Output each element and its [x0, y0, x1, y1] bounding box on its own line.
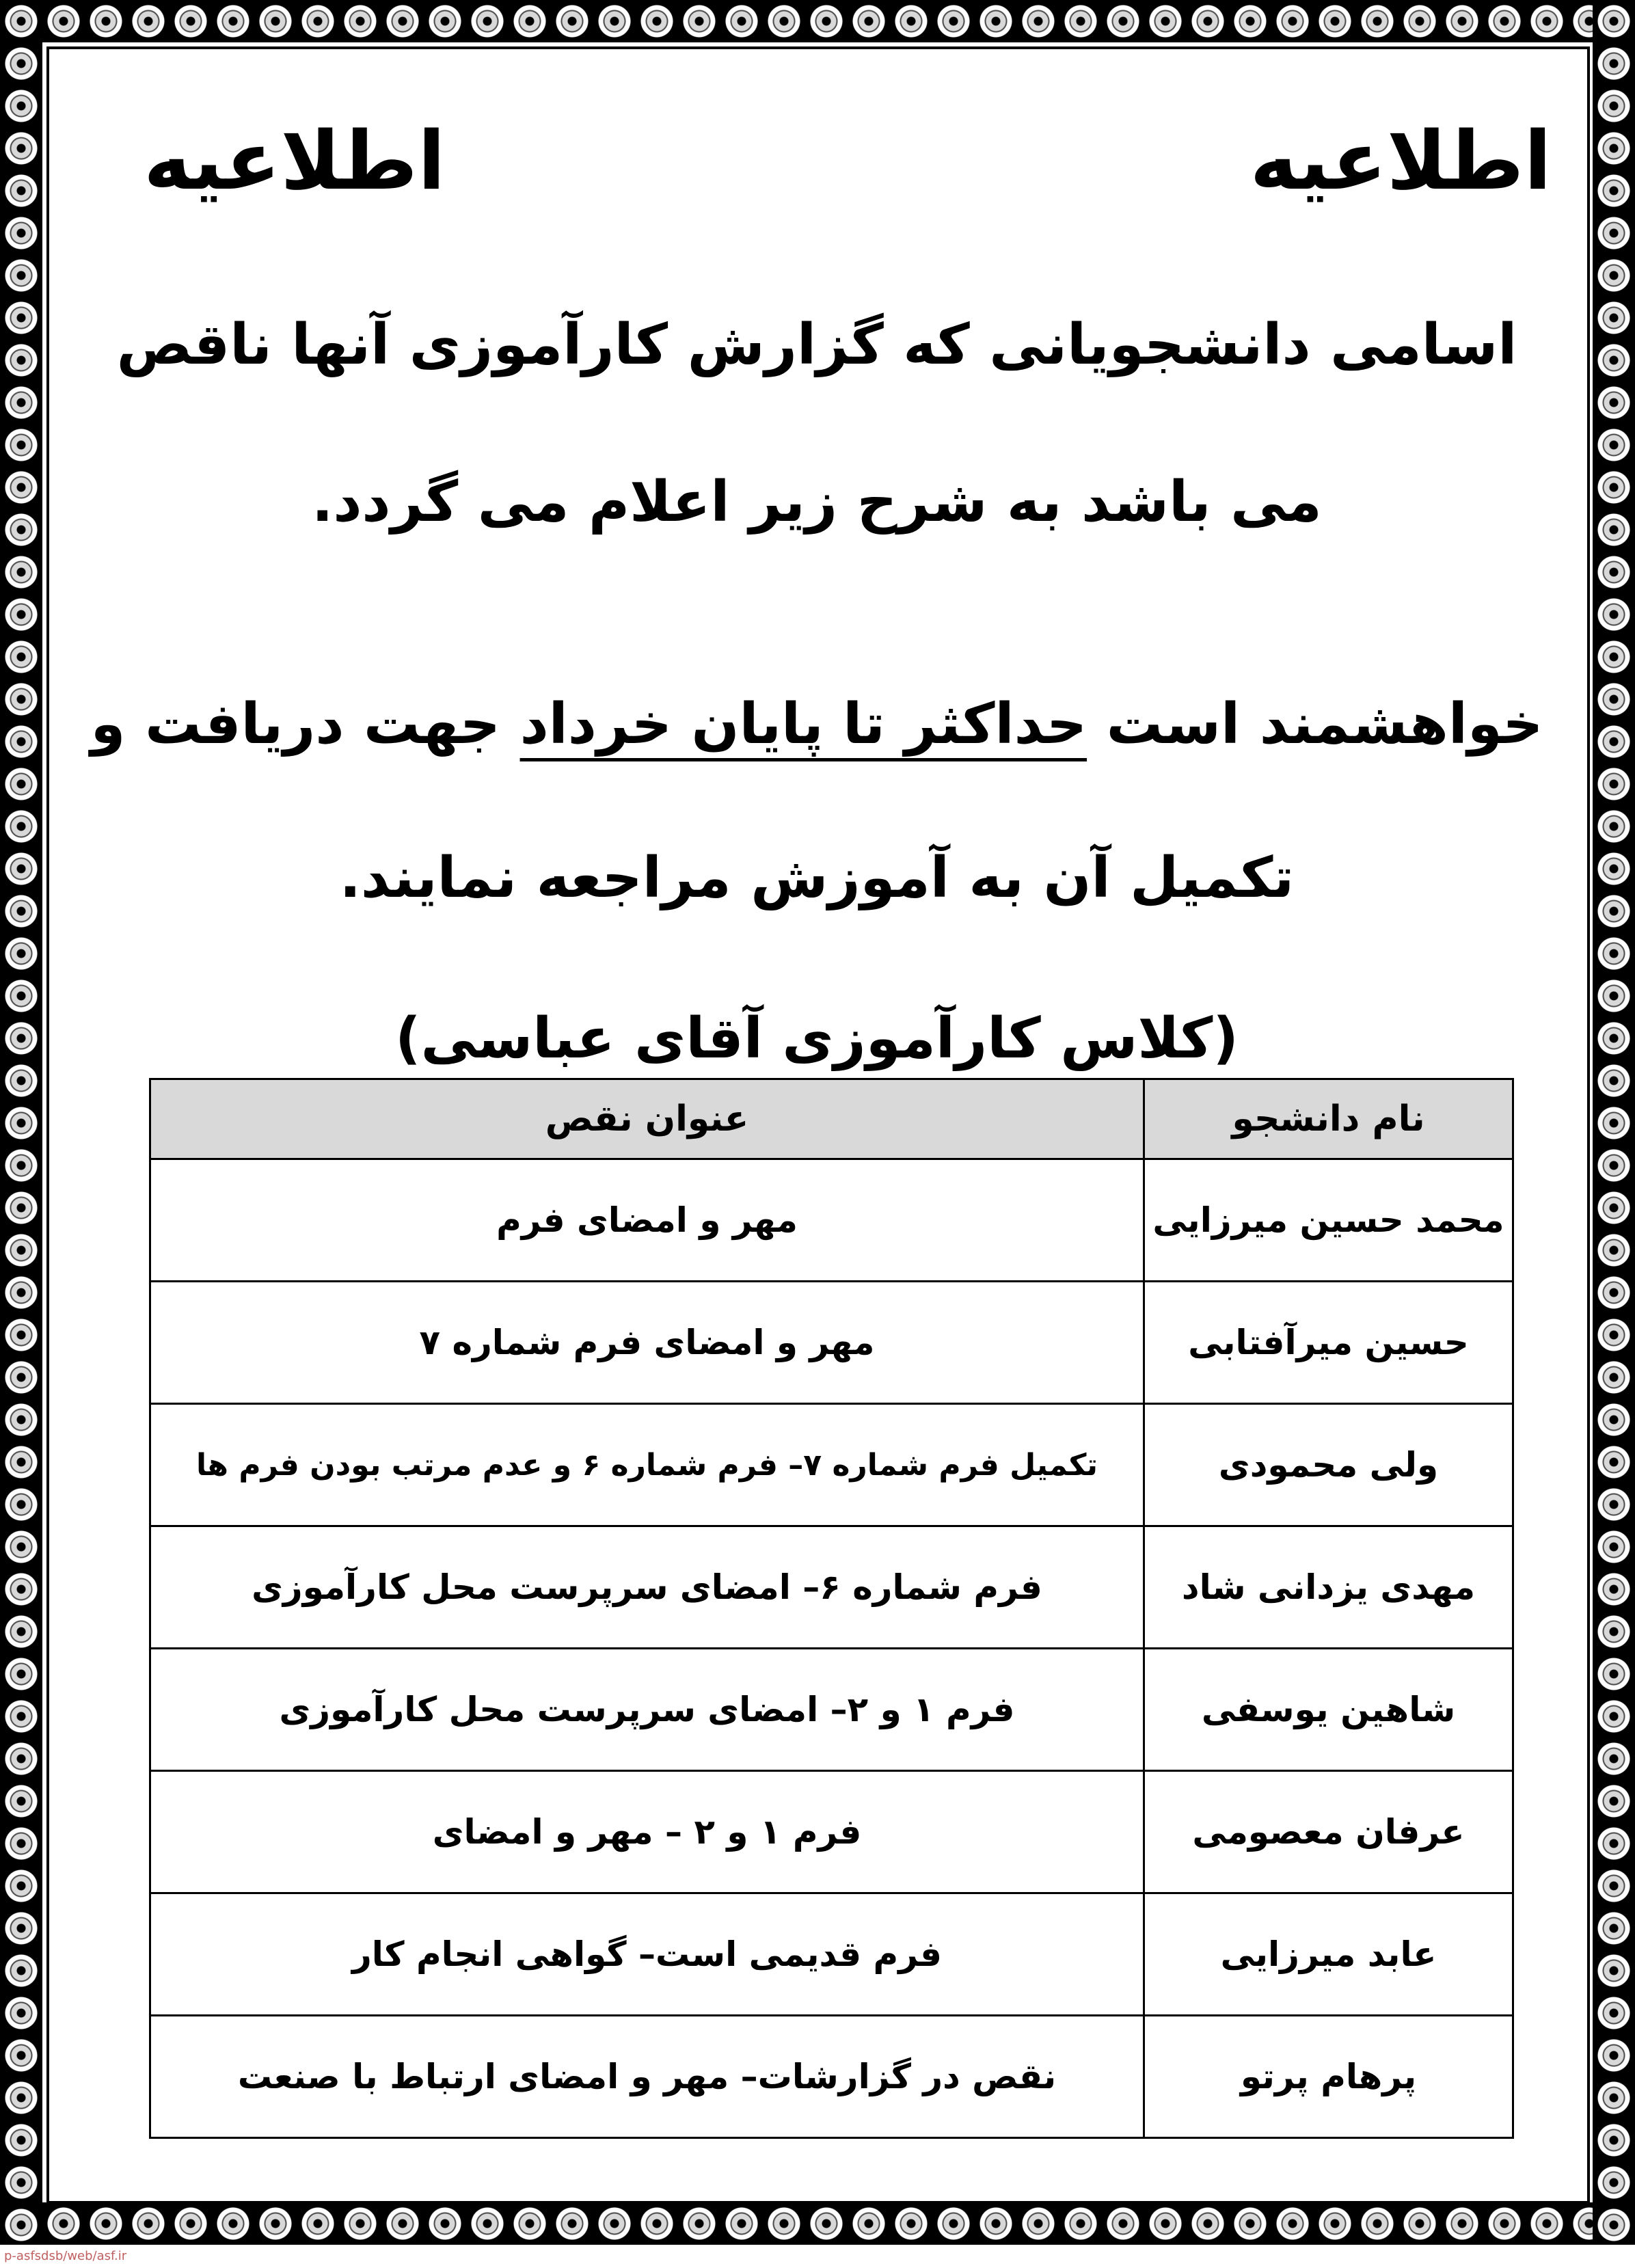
- heading-row: [75, 103, 1558, 219]
- notice-line-4: تکمیل آن به آموزش مراجعه نمایند.: [339, 846, 1295, 910]
- deficiency-title: نقص در گزارشات– مهر و امضای ارتباط با صنعت: [150, 2016, 1144, 2138]
- student-name: پرهام پرتو: [1144, 2016, 1513, 2138]
- class-title: (کلاس کارآموزی آقای عباسی): [395, 1006, 1239, 1071]
- table-row: [150, 1159, 1513, 1282]
- header-student-name: نام دانشجو: [1144, 1079, 1513, 1159]
- notice-heading-left: اطلاعیه: [144, 113, 446, 208]
- notice-line-1: اسامی دانشجویانی که گزارش کارآموزی آنها ناقص: [116, 312, 1517, 377]
- student-name: شاهین یوسفی: [1144, 1649, 1513, 1771]
- table-row: [150, 1771, 1513, 1893]
- header-deficiency: عنوان نقص: [150, 1079, 1144, 1159]
- deadline-text: حداکثر تا پایان خرداد: [519, 692, 1087, 757]
- student-name: مهدی یزدانی شاد: [1144, 1526, 1513, 1649]
- deficiency-title: تکمیل فرم شماره ۷– فرم شماره ۶ و عدم مرتب بودن فرم ها: [150, 1404, 1144, 1526]
- table-row: [150, 1526, 1513, 1649]
- deficiency-title: مهر و امضای فرم: [150, 1159, 1144, 1282]
- notice-line-3-end: جهت دریافت و: [90, 692, 520, 757]
- notice-line-3-start: خواهشمند است: [1087, 692, 1543, 757]
- border-left: [0, 0, 42, 2245]
- border-right: [1593, 0, 1635, 2245]
- student-name: عابد میرزایی: [1144, 1893, 1513, 2016]
- deficiency-title: فرم قدیمی است– گواهی انجام کار: [150, 1893, 1144, 2016]
- deficiency-title: فرم ۱ و ۲– امضای سرپرست محل کارآموزی: [150, 1649, 1144, 1771]
- deficiency-title: فرم شماره ۶– امضای سرپرست محل کارآموزی: [150, 1526, 1144, 1649]
- student-name: محمد حسین میرزایی: [1144, 1159, 1513, 1282]
- table-row: [150, 2016, 1513, 2138]
- deficiency-table: [149, 1078, 1514, 2139]
- border-top: [0, 0, 1635, 42]
- student-name: ولی محمودی: [1144, 1404, 1513, 1526]
- table-row: [150, 1893, 1513, 2016]
- table-row: [150, 1404, 1513, 1526]
- deficiency-title: فرم ۱ و ۲ – مهر و امضای: [150, 1771, 1144, 1893]
- deficiency-title: مهر و امضای فرم شماره ۷: [150, 1282, 1144, 1404]
- watermark: p-asfsdsb/web/asf.ir: [4, 2249, 127, 2263]
- table-header-row: [150, 1079, 1513, 1159]
- student-name: عرفان معصومی: [1144, 1771, 1513, 1893]
- notice-document: [75, 75, 1558, 2167]
- bottom-strip: [0, 2245, 1635, 2268]
- table-row: [150, 1649, 1513, 1771]
- notice-line-2: می باشد به شرح زیر اعلام می گردد.: [312, 470, 1322, 535]
- table-row: [150, 1282, 1513, 1404]
- notice-line-3: [75, 680, 1558, 769]
- border-bottom: [0, 2202, 1635, 2245]
- notice-heading-right: اطلاعیه: [1249, 113, 1552, 208]
- student-name: حسین میرآفتابی: [1144, 1282, 1513, 1404]
